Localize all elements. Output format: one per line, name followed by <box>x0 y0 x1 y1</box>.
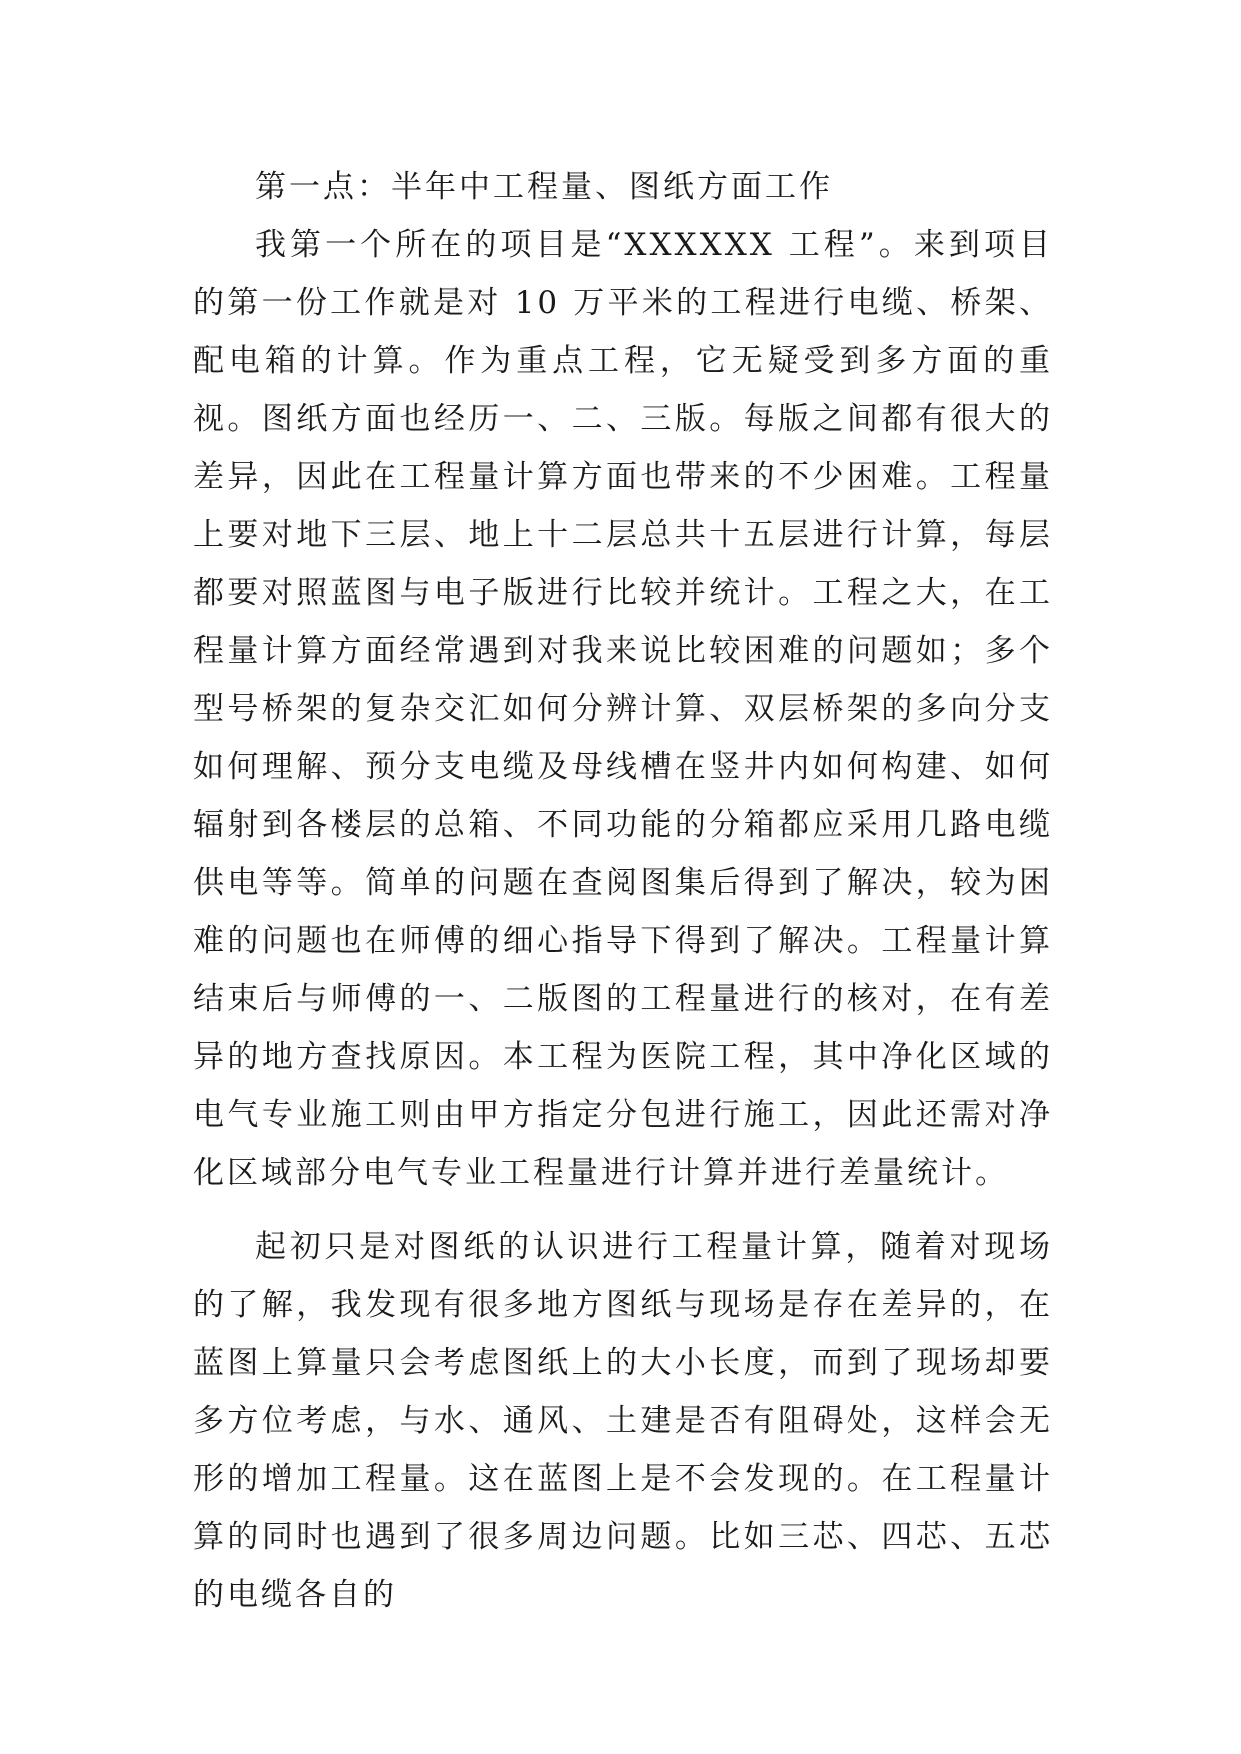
paragraph-2: 起初只是对图纸的认识进行工程量计算，随着对现场的了解，我发现有很多地方图纸与现场是存在差异的，在蓝图上算量只会考虑图纸上的大小长度，而到了现场却要多方位考虑，与水、通风、土建是否有阻碍处，这样会无形的增加工程量。这在蓝图上是不会发现的。在工程量计算的同时也遇到了很多周边问题。比如三芯、四芯、五芯的电缆各自的 <box>193 1229 1053 1613</box>
paragraph-1: 我第一个所在的项目是“XXXXXX 工程”。来到项目的第一份工作就是对 10 万平米的工程进行电缆、桥架、配电箱的计算。作为重点工程，它无疑受到多方面的重视。图纸方面也经历一、二、三版。每版之间都有很大的差异，因此在工程量计算方面也带来的不少困难。工程量上要对地下三层、地上十二层总共十五层进行计算，每层都要对照蓝图与电子版进行比较并统计。工程之大，在工程量计算方面经常遇到对我来说比较困难的问题如；多个型号桥架的复杂交汇如何分辨计算、双层桥架的多向分支如何理解、预分支电缆及母线槽在竖井内如何构建、如何辐射到各楼层的总箱、不同功能的分箱都应采用几路电缆供电等等。简单的问题在查阅图集后得到了解决，较为困难的问题也在师傅的细心指导下得到了解决。工程量计算结束后与师傅的一、二版图的工程量进行的核对，在有差异的地方查找原因。本工程为医院工程，其中净化区域的电气专业施工则由甲方指定分包进行施工，因此还需对净化区域部分电气专业工程量进行计算并进行差量统计。 <box>193 227 1053 1191</box>
section-heading: 第一点：半年中工程量、图纸方面工作 <box>255 169 833 205</box>
document-body <box>193 158 1053 1624</box>
